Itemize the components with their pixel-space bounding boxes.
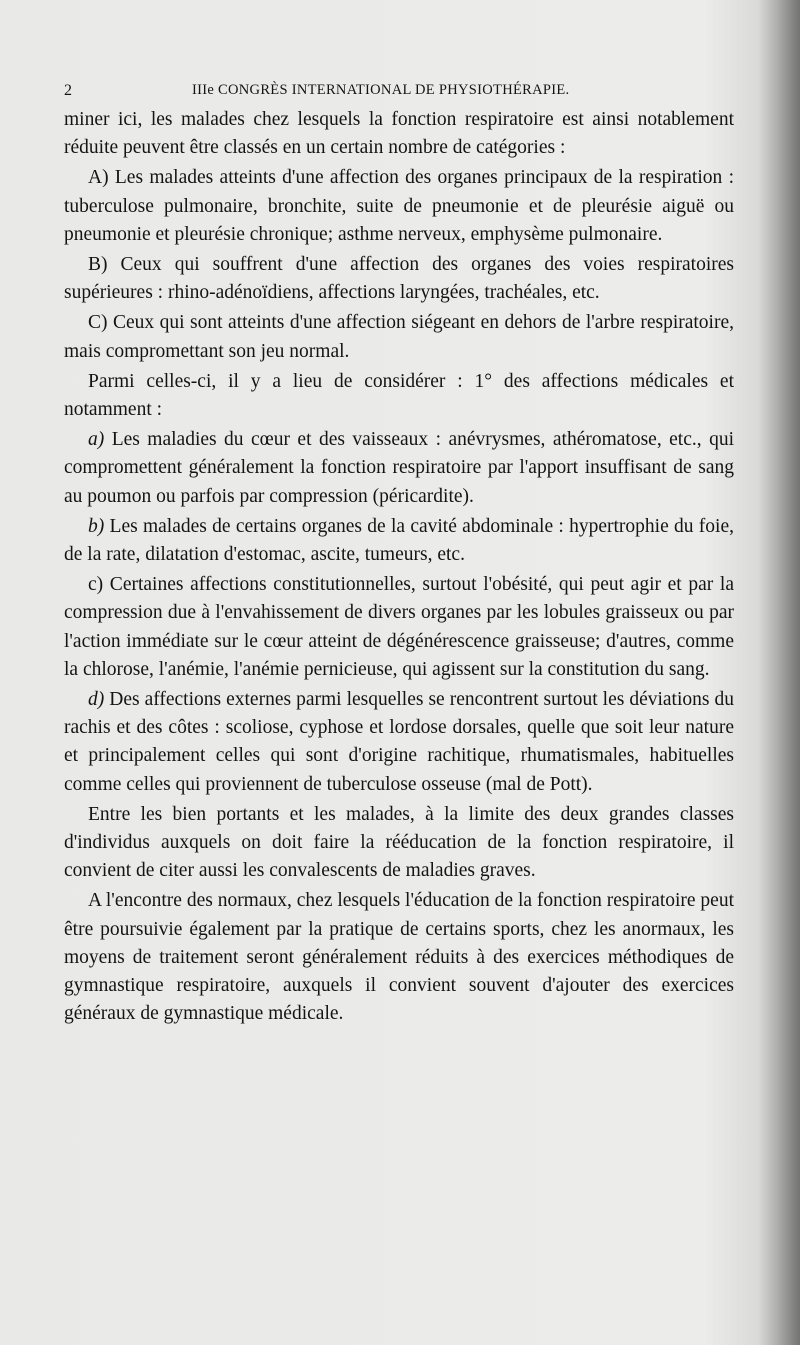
paragraph-item-a: a) Les maladies du cœur et des vaisseaux : anévrysmes, athéromatose, etc., qui compromettent généralement la fonction respiratoire par l'apport insuffisant de sang au poumon ou parfois par compression (péricardite). [64,429,734,507]
item-label: c) [88,574,104,596]
item-label: A) [88,167,109,189]
item-label: a) [88,429,105,451]
page-number: 2 [64,82,72,99]
paragraph-intro: miner ici, les malades chez lesquels la fonction respiratoire est ainsi notablement réduite peuvent être classés en un certain nombre de catégories : [64,109,734,159]
paragraph-item-b: b) Les malades de certains organes de la cavité abdominale : hypertrophie du foie, de la rate, dilatation d'estomac, ascite, tumeurs, etc. [64,515,734,566]
paragraph-category-c: C) Ceux qui sont atteints d'une affection siégeant en dehors de l'arbre respiratoire, mais compromettant son jeu normal. [64,312,734,362]
running-head: IIIe CONGRÈS INTERNATIONAL DE PHYSIOTHÉRAPIE. [192,82,570,98]
paragraph-parmi: Parmi celles-ci, il y a lieu de considérer : 1° des affections médicales et notamment : [64,370,734,421]
paragraph-convalescents: Entre les bien portants et les malades, à la limite des deux grandes classes d'individus auxquels on doit faire la rééducation de la fonction respiratoire, il convient de citer aussi les convalescents de maladies graves. [64,803,734,882]
paragraph-category-a: A) Les malades atteints d'une affection des organes principaux de la respiration : tuberculose pulmonaire, bronchite, suite de pneumonie et de pleurésie aiguë ou pneumonie et pleurésie chronique; asthme nerveux, emphysème pulmonaire. [64,167,734,245]
page-header [64,82,734,104]
item-label: B) [88,254,108,276]
item-label: d) [88,689,105,711]
item-label: C) [88,312,108,334]
paragraph-item-d: d) Des affections externes parmi lesquelles se rencontrent surtout les déviations du rachis et des côtes : scoliose, cyphose et lordose dorsales, quelle que soit leur nature et principalement celles qui sont d'origine rachitique, rhumatismales, habituelles comme celles qui proviennent de tuberculose osseuse (mal de Pott). [64,689,734,795]
paragraph-item-c: c) Certaines affections constitutionnelles, surtout l'obésité, qui peut agir et par la compression due à l'envahissement de divers organes par les lobules graisseux ou par l'action immédiate sur le cœur atteint de dégénérescence graisseuse; d'autres, comme la chlorose, l'anémie, l'anémie pernicieuse, qui agissent sur la constitution du sang. [64,574,734,680]
paragraph-category-b: B) Ceux qui souffrent d'une affection des organes des voies respiratoires supérieures : rhino-adénoïdiens, affections laryngées, trachéales, etc. [64,254,734,304]
paragraph-conclusion: A l'encontre des normaux, chez lesquels l'éducation de la fonction respiratoire peut être poursuivie également par la pratique de certains sports, chez les anormaux, les moyens de traitement seront généralement réduits à des exercices méthodiques de gymnastique respiratoire, auxquels il convient souvent d'ajouter des exercices généraux de gymnastique médicale. [64,890,734,1025]
binding-shadow [758,0,800,1345]
item-label: b) [88,515,105,537]
page-body [64,106,734,1031]
